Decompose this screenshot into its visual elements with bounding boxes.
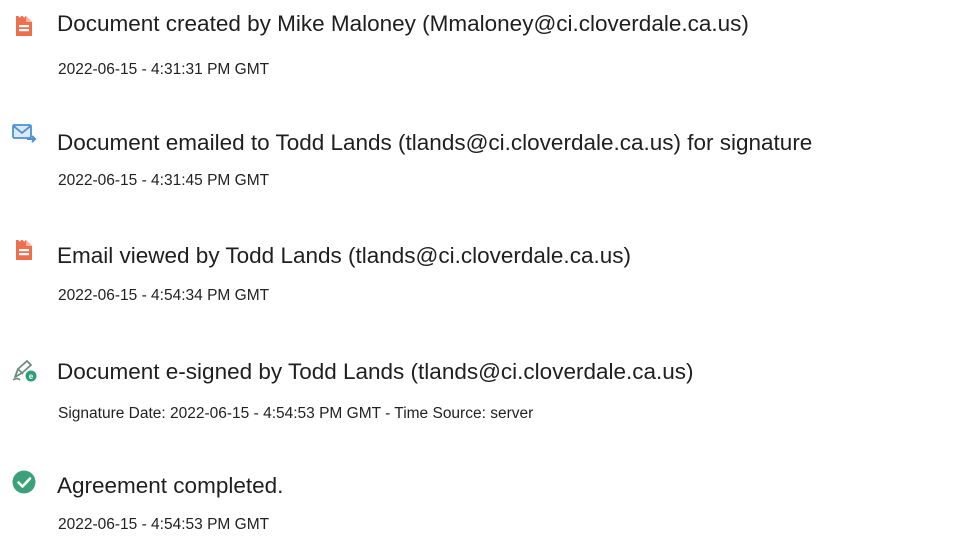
- event-timestamp: 2022-06-15 - 4:31:45 PM GMT: [58, 172, 270, 189]
- event-timestamp: 2022-06-15 - 4:31:31 PM GMT: [58, 61, 270, 78]
- email-sent-icon: [10, 119, 38, 147]
- document-viewed-icon: [10, 236, 38, 264]
- document-created-icon: [10, 12, 38, 40]
- event-timestamp: Signature Date: 2022-06-15 - 4:54:53 PM GMT - Time Source: server: [58, 405, 534, 422]
- checkmark-circle-icon: [10, 468, 38, 496]
- event-timestamp: 2022-06-15 - 4:54:34 PM GMT: [58, 287, 270, 304]
- event-title: Agreement completed.: [57, 473, 284, 498]
- event-timestamp: 2022-06-15 - 4:54:53 PM GMT: [58, 516, 270, 533]
- event-title: Document e-signed by Todd Lands (tlands@ci.cloverdale.ca.us): [57, 359, 694, 384]
- event-title: Email viewed by Todd Lands (tlands@ci.cloverdale.ca.us): [57, 243, 631, 268]
- svg-text:e: e: [28, 372, 34, 382]
- event-title: Document created by Mike Maloney (Mmaloney@ci.cloverdale.ca.us): [57, 11, 749, 36]
- event-title: Document emailed to Todd Lands (tlands@ci.cloverdale.ca.us) for signature: [57, 130, 813, 155]
- esign-pen-icon: [10, 356, 38, 384]
